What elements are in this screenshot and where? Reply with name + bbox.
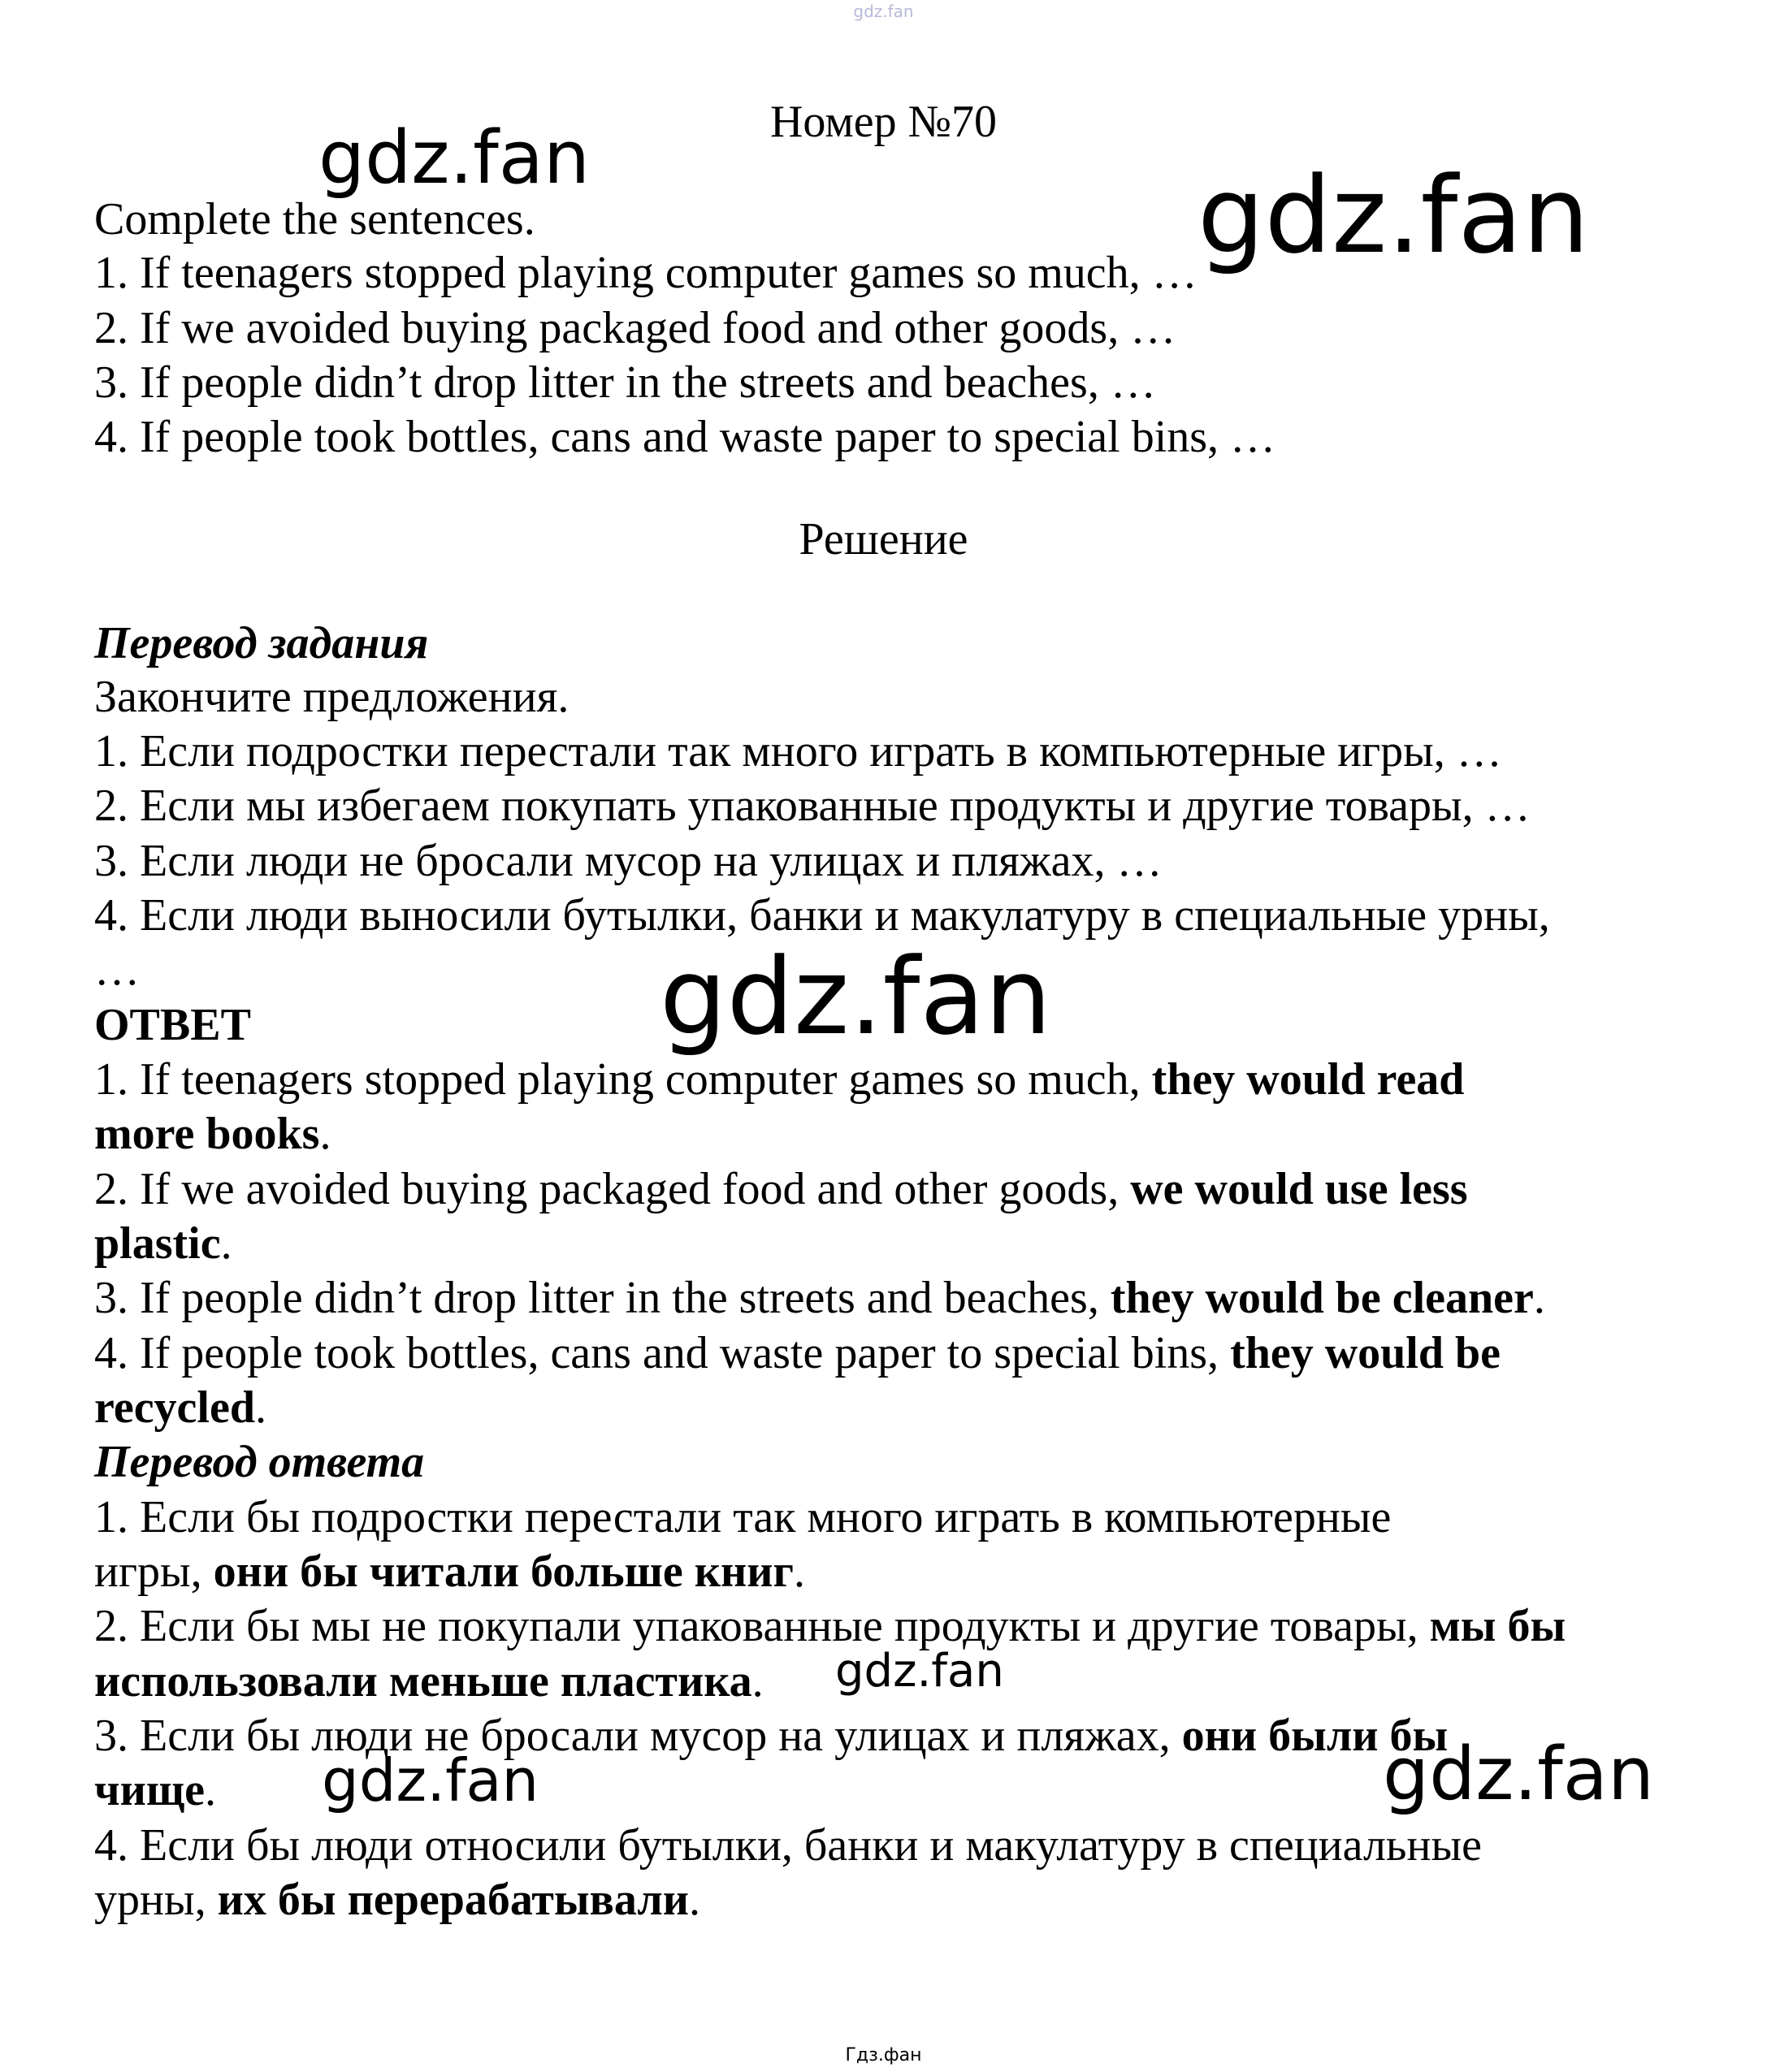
- answer-translation-item-2-text: 2. Если бы мы не покупали упакованные продукты и другие товары,: [94, 1601, 1430, 1651]
- answer-item-1: [94, 1053, 1464, 1105]
- answer-item-3-bold: they would be cleaner: [1110, 1273, 1534, 1323]
- page-title: Номер №70: [769, 97, 998, 147]
- answer-translation-item-4-end: .: [689, 1875, 701, 1925]
- watermark: gdz.fan: [835, 1645, 1004, 1698]
- answer-item-1-end: .: [319, 1109, 331, 1159]
- answer-translation-item-1-cont: [94, 1546, 805, 1598]
- answer-translation-item-4-text: урны,: [94, 1875, 218, 1925]
- watermark: gdz.fan: [1383, 1732, 1654, 1817]
- task-translation-instruction: Закончите предложения.: [94, 672, 570, 722]
- answer-translation-heading: Перевод ответа: [94, 1437, 425, 1487]
- answer-item-2-end: .: [220, 1218, 232, 1269]
- answer-translation-item-4: 4. Если бы люди относили бутылки, банки и макулатуру в специальные: [94, 1820, 1482, 1871]
- answer-item-4: [94, 1327, 1501, 1379]
- answer-translation-item-2: [94, 1600, 1566, 1652]
- answer-item-3: [94, 1272, 1545, 1324]
- task-instruction: Complete the sentences.: [94, 194, 535, 244]
- answer-translation-item-3-bold-cont: чище: [94, 1765, 205, 1815]
- answer-item-4-bold: they would be: [1230, 1328, 1501, 1378]
- answer-translation-item-1-end: .: [793, 1546, 805, 1597]
- solution-heading: Решение: [799, 514, 968, 565]
- answer-translation-item-4-cont: [94, 1874, 700, 1926]
- task-item-4: 4. If people took bottles, cans and waste paper to special bins, …: [94, 412, 1276, 462]
- answer-item-3-text: 3. If people didn’t drop litter in the streets and beaches,: [94, 1273, 1111, 1323]
- answer-item-1-bold: they would read: [1151, 1054, 1465, 1105]
- task-translation-item-4: 4. Если люди выносили бутылки, банки и макулатуру в специальные урны,: [94, 890, 1550, 941]
- answer-translation-item-3-cont: [94, 1764, 216, 1816]
- answer-translation-item-3-end: .: [204, 1765, 216, 1815]
- task-translation-item-3: 3. Если люди не бросали мусор на улицах и пляжах, …: [94, 836, 1163, 886]
- watermark: gdz.fan: [322, 1746, 539, 1815]
- answer-item-1-cont: [94, 1108, 331, 1160]
- answer-item-2: [94, 1163, 1468, 1215]
- task-translation-item-2: 2. Если мы избегаем покупать упакованные продукты и другие товары, …: [94, 781, 1531, 831]
- task-item-1: 1. If teenagers stopped playing computer games so much, …: [94, 248, 1197, 298]
- answer-translation-item-1: 1. Если бы подростки перестали так много играть в компьютерные: [94, 1492, 1392, 1542]
- answer-translation-item-2-end: .: [751, 1656, 764, 1706]
- answer-translation-item-3-text: 3. Если бы люди не бросали мусор на улицах и пляжах,: [94, 1711, 1182, 1761]
- answer-item-4-cont: [94, 1382, 266, 1434]
- answer-item-3-end: .: [1533, 1273, 1545, 1323]
- answer-heading: ОТВЕТ: [94, 1000, 251, 1050]
- answer-item-2-text: 2. If we avoided buying packaged food and other goods,: [94, 1164, 1131, 1214]
- answer-item-2-bold: we would use less: [1130, 1164, 1468, 1214]
- task-item-3: 3. If people didn’t drop litter in the streets and beaches, …: [94, 357, 1156, 408]
- answer-translation-item-3-bold: они были бы: [1181, 1711, 1449, 1761]
- answer-item-2-cont: [94, 1218, 232, 1270]
- page-footer: Гдз.фан: [845, 2045, 922, 2066]
- answer-item-4-end: .: [254, 1382, 266, 1433]
- task-translation-heading: Перевод задания: [94, 618, 429, 668]
- watermark: gdz.fan: [660, 935, 1052, 1058]
- task-translation-item-4-cont: …: [94, 945, 140, 995]
- answer-translation-item-4-bold: их бы перерабатывали: [217, 1875, 690, 1925]
- answer-item-1-bold-cont: more books: [94, 1109, 320, 1159]
- task-translation-item-1: 1. Если подростки перестали так много играть в компьютерные игры, …: [94, 726, 1502, 776]
- watermark: gdz.fan: [1197, 154, 1590, 277]
- answer-item-4-bold-cont: recycled: [94, 1382, 255, 1433]
- watermark: gdz.fan: [318, 115, 590, 201]
- answer-item-4-text: 4. If people took bottles, cans and waste paper to special bins,: [94, 1328, 1231, 1378]
- task-item-2: 2. If we avoided buying packaged food and other goods, …: [94, 303, 1176, 353]
- answer-translation-item-1-bold: они бы читали больше книг: [213, 1546, 794, 1597]
- top-watermark: gdz.fan: [853, 2, 914, 21]
- answer-translation-item-2-bold-cont: использовали меньше пластика: [94, 1656, 752, 1706]
- answer-translation-item-1-text: игры,: [94, 1546, 214, 1597]
- answer-translation-item-2-cont: [94, 1655, 764, 1707]
- answer-item-1-text: 1. If teenagers stopped playing computer games so much,: [94, 1054, 1152, 1105]
- answer-item-2-bold-cont: plastic: [94, 1218, 221, 1269]
- answer-translation-item-3: [94, 1710, 1448, 1762]
- answer-translation-item-2-bold: мы бы: [1429, 1601, 1566, 1651]
